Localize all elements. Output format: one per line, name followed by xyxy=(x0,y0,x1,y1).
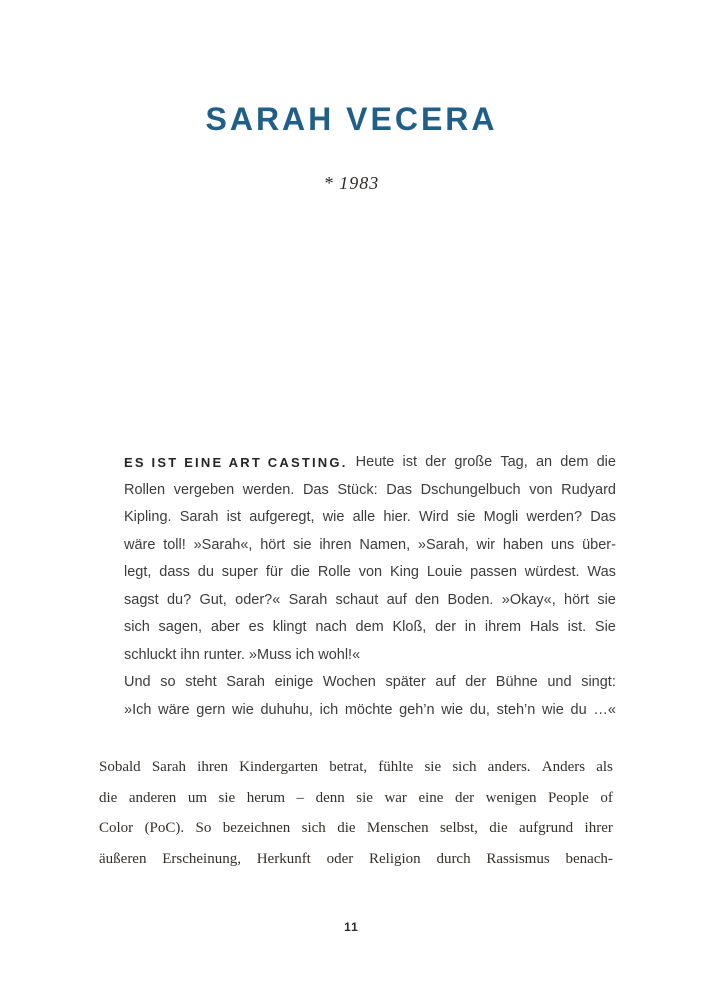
text-line: Color (PoC). So bezeichnen sich die Menschen selbst, die aufgrund ihrer xyxy=(99,820,613,836)
excerpt-block xyxy=(124,449,616,724)
birth-year: * 1983 xyxy=(323,173,380,193)
page-number: 11 xyxy=(344,920,359,934)
lead-in: ES IST EINE ART CASTING. xyxy=(124,455,348,470)
text-line: sagst du? Gut, oder?« Sarah schaut auf den Boden. »Okay«, hört sie xyxy=(124,591,616,608)
text-line: Und so steht Sarah einige Wochen später auf der Bühne und singt: xyxy=(124,674,616,690)
text-line: legt, dass du super für die Rolle von King Louie passen würdest. Was xyxy=(124,564,616,580)
text-line: sich sagen, aber es klingt nach dem Kloß, der in ihrem Hals ist. Sie xyxy=(124,619,616,635)
body-paragraph xyxy=(99,752,613,874)
text-line: äußeren Erscheinung, Herkunft oder Religion durch Rassismus benach- xyxy=(99,850,613,867)
text-line: Rollen vergeben werden. Das Stück: Das Dschungelbuch von Rudyard xyxy=(124,481,616,498)
chapter-title: SARAH VECERA xyxy=(205,101,498,137)
text-line: Kipling. Sarah ist aufgeregt, wie alle hier. Wird sie Mogli werden? Das xyxy=(124,509,616,525)
text-line: ES IST EINE ART CASTING. Heute ist der große Tag, an dem die xyxy=(124,449,616,477)
text-line: wäre toll! »Sarah«, hört sie ihren Namen, »Sarah, wir haben uns über- xyxy=(124,536,616,553)
text-line: »Ich wäre gern wie duhuhu, ich möchte geh’n wie du, steh’n wie du …« xyxy=(124,701,616,718)
text-line: Sobald Sarah ihren Kindergarten betrat, fühlte sie sich anders. Anders als xyxy=(99,759,613,775)
text-line: schluckt ihn runter. »Muss ich wohl!« xyxy=(124,646,361,663)
text-line: die anderen um sie herum – denn sie war eine der wenigen People of xyxy=(99,789,613,806)
